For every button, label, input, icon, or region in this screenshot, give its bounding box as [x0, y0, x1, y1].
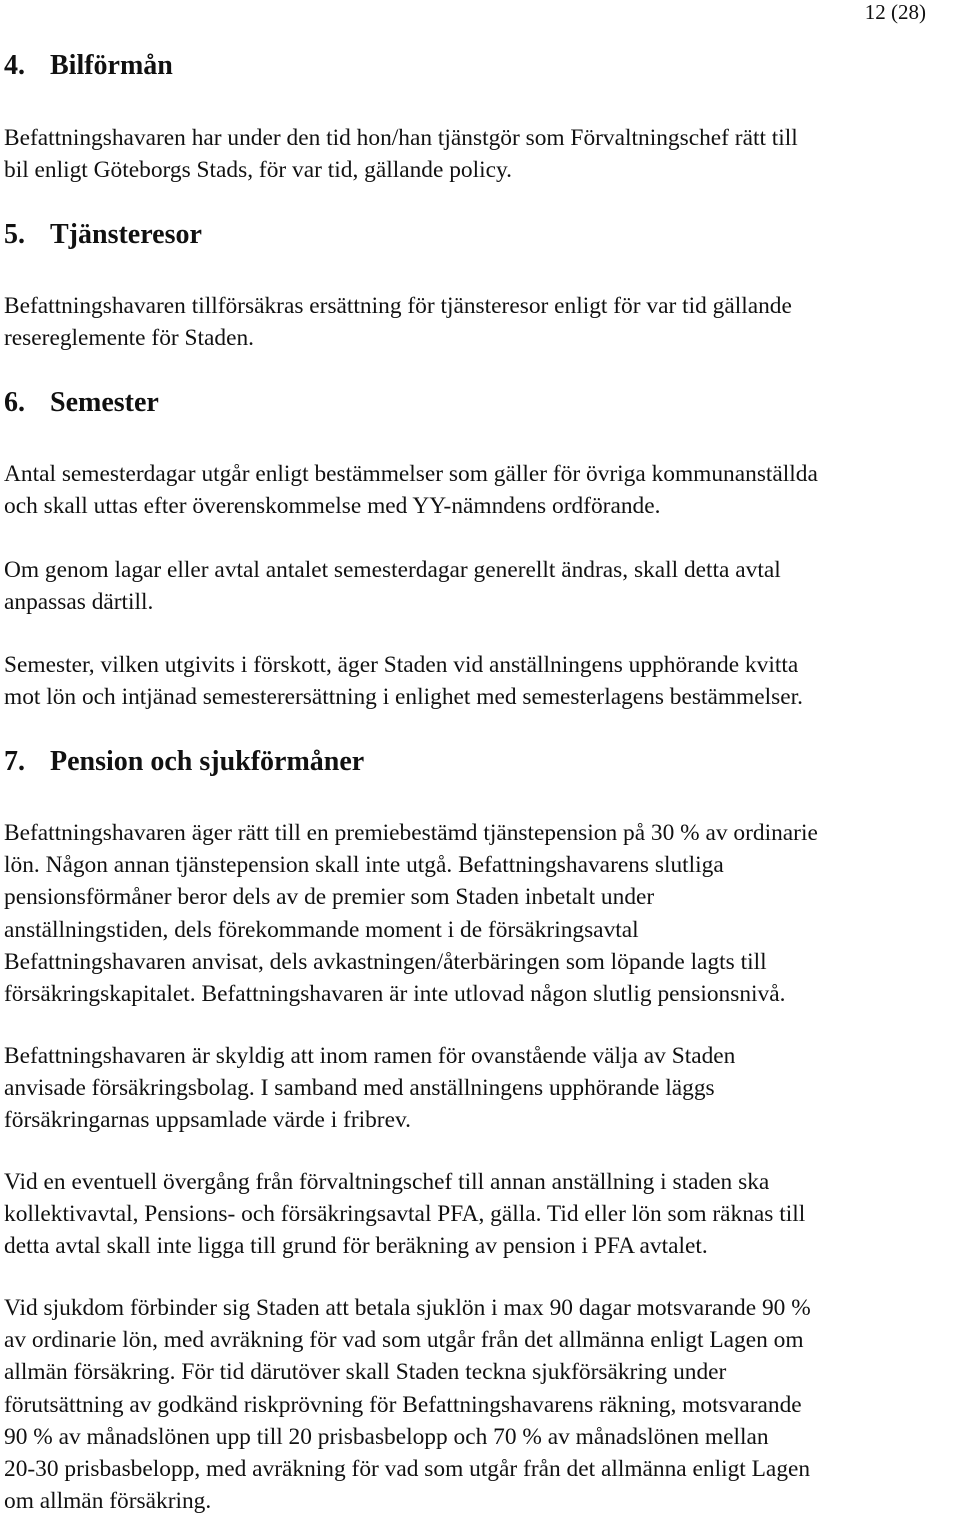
text-line: lön. Någon annan tjänstepension skall inte utgå. Befattningshavarens slutliga — [4, 852, 724, 879]
text-line: Om genom lagar eller avtal antalet semesterdagar generellt ändras, skall detta avtal — [4, 557, 781, 583]
section-number: 7. — [4, 746, 25, 777]
section-heading-4 — [4, 50, 173, 82]
text-line: om allmän försäkring. — [4, 1488, 212, 1515]
text-line: Vid en eventuell övergång från förvaltningschef till annan anställning i staden ska — [4, 1169, 770, 1195]
text-line: Semester, vilken utgivits i förskott, äger Staden vid anställningens upphörande kvitta — [4, 652, 799, 678]
text-line: av ordinarie lön, med avräkning för vad som utgår från det allmänna enligt Lagen om — [4, 1327, 804, 1354]
text-line: 20-30 prisbasbelopp, med avräkning för vad som utgår från det allmänna enligt Lagen — [4, 1456, 811, 1483]
text-line: försäkringarnas uppsamlade värde i fribrev. — [4, 1107, 412, 1134]
section-number: 6. — [4, 387, 25, 418]
paragraph — [4, 817, 960, 1010]
text-line: Befattningshavaren har under den tid hon/han tjänstgör som Förvaltningschef rätt till — [4, 125, 798, 151]
text-line: bil enligt Göteborgs Stads, för var tid, gällande policy. — [4, 157, 513, 184]
text-line: Antal semesterdagar utgår enligt bestämmelser som gäller för övriga kommunanställda — [4, 461, 818, 487]
text-line: anpassas därtill. — [4, 589, 154, 616]
paragraph — [4, 1292, 960, 1517]
paragraph — [4, 458, 960, 522]
text-line: kollektivavtal, Pensions- och försäkringsavtal PFA, gälla. Tid eller lön som räknas till — [4, 1201, 806, 1228]
section-title: Pension och sjukförmåner — [50, 746, 365, 777]
text-line: pensionsförmåner beror dels av de premier som Staden inbetalt under — [4, 884, 655, 911]
section-heading-6 — [4, 387, 159, 419]
paragraph — [4, 554, 960, 618]
page-number: 12 (28) — [864, 0, 926, 24]
text-line: 90 % av månadslönen upp till 20 prisbasbelopp och 70 % av månadslönen mellan — [4, 1423, 769, 1450]
section-title: Semester — [50, 387, 159, 418]
text-line: resereglemente för Staden. — [4, 325, 255, 352]
text-line: Befattningshavaren tillförsäkras ersättning för tjänsteresor enligt för var tid gällande — [4, 293, 792, 319]
section-title: Tjänsteresor — [50, 219, 202, 250]
text-line: försäkringskapitalet. Befattningshavaren är inte utlovad någon slutlig pensionsnivå. — [4, 981, 786, 1008]
text-line: Befattningshavaren anvisat, dels avkastningen/återbäringen som löpande lagts till — [4, 948, 767, 975]
text-line: allmän försäkring. För tid därutöver skall Staden teckna sjukförsäkring under — [4, 1359, 727, 1386]
text-line: Befattningshavaren är skyldig att inom ramen för ovanstående välja av Staden — [4, 1043, 736, 1069]
section-title: Bilförmån — [50, 50, 173, 81]
section-number: 5. — [4, 219, 25, 250]
text-line: och skall uttas efter överenskommelse med YY-nämndens ordförande. — [4, 493, 661, 520]
text-line: detta avtal skall inte ligga till grund för beräkning av pension i PFA avtalet. — [4, 1233, 708, 1260]
text-line: förutsättning av godkänd riskprövning för Befattningshavarens räkning, motsvarande — [4, 1391, 802, 1418]
paragraph — [4, 1166, 960, 1263]
paragraph — [4, 290, 960, 354]
text-line: anvisade försäkringsbolag. I samband med anställningens upphörande läggs — [4, 1075, 715, 1102]
section-heading-7 — [4, 746, 364, 778]
text-line: anställningstiden, dels förekommande moment i de försäkringsavtal — [4, 916, 639, 943]
section-heading-5 — [4, 219, 202, 251]
text-line: mot lön och intjänad semesterersättning i enlighet med semesterlagens bestämmelser. — [4, 684, 803, 711]
section-number: 4. — [4, 50, 25, 81]
paragraph — [4, 122, 960, 186]
paragraph — [4, 1040, 960, 1137]
text-line: Vid sjukdom förbinder sig Staden att betala sjuklön i max 90 dagar motsvarande 90 % — [4, 1295, 811, 1321]
paragraph — [4, 649, 960, 713]
text-line: Befattningshavaren äger rätt till en premiebestämd tjänstepension på 30 % av ordinarie — [4, 820, 818, 846]
